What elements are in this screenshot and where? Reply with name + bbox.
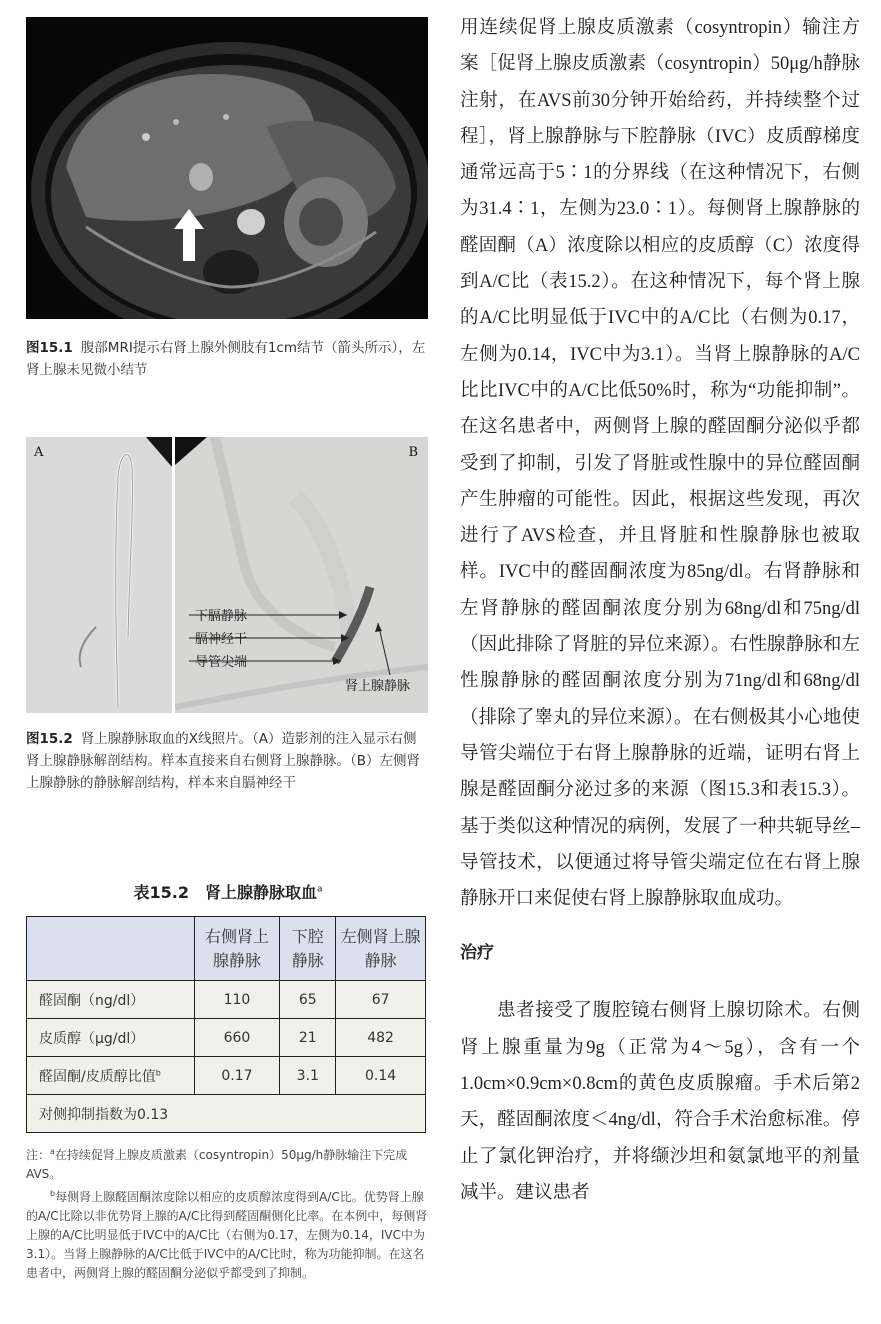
table-notes [26, 1142, 430, 1283]
note-a [26, 1142, 430, 1184]
table-row [27, 981, 426, 1019]
label-phrenic-trunk: 膈神经干 [195, 632, 248, 647]
table-header-left-adrenal: 左侧肾上腺静脉 [336, 917, 426, 981]
figure2-caption-text: 肾上腺静脉取血的X线照片。（A）造影剂的注入显示右侧肾上腺静脉解剖结构。样本直接来自右侧肾上腺静脉。（B）左侧肾上腺静脉的静脉解剖结构，样本来自膈神经干 [26, 731, 421, 791]
section-heading-treatment: 治疗 [460, 943, 494, 964]
row-label: 皮质醇（μg/dl） [27, 1019, 195, 1057]
table-header-blank [27, 917, 195, 981]
label-adrenal-vein: 肾上腺静脉 [345, 679, 411, 694]
label-inferior-phrenic-vein: 下膈静脉 [195, 609, 248, 624]
table-header-row [27, 917, 426, 981]
table-row [27, 1019, 426, 1057]
note-a-mark: a [50, 1147, 55, 1156]
note-prefix: 注： [26, 1148, 51, 1162]
row-label: 醛固酮（ng/dl） [27, 981, 195, 1019]
figure1-caption-text: 腹部MRI提示右肾上腺外侧肢有1cm结节（箭头所示），左肾上腺未见微小结节 [26, 340, 426, 378]
row-label-cell [27, 1057, 195, 1095]
cell-value: 65 [280, 981, 336, 1019]
row-label: 醛固酮/皮质醇比值 [39, 1068, 156, 1085]
note-b-text: 每侧肾上腺醛固酮浓度除以相应的皮质醇浓度得到A/C比。优势肾上腺的A/C比除以非优势肾上腺的A/C比得到醛固酮侧化比率。在本例中，每侧肾上腺的A/C比明显低于IVC中的A/C比（右侧为0.17，左侧为0.14，IVC中为3.1）。当肾上腺静脉的A/C比低于IVC中的A/C比时，称为功能抑制。在这名患者中，两侧肾上腺的醛固酮分泌似乎都受到了抑制。 [26, 1190, 428, 1280]
cell-value: 482 [336, 1019, 426, 1057]
table-row [27, 1057, 426, 1095]
note-a-text: 在持续促肾上腺皮质激素（cosyntropin）50μg/h静脉输注下完成AVS。 [26, 1148, 408, 1181]
cell-value: 3.1 [280, 1057, 336, 1095]
table-footer-row [27, 1095, 426, 1133]
cell-value: 110 [194, 981, 280, 1019]
xray-b-graphic [175, 437, 428, 713]
cell-value: 21 [280, 1019, 336, 1057]
panel-a-label: A [34, 445, 44, 460]
mri-image [26, 17, 428, 319]
label-catheter-tip: 导管尖端 [195, 655, 248, 670]
table-title-sup: a [316, 884, 323, 895]
up-arrow-icon [174, 209, 204, 261]
note-b-mark: b [50, 1189, 56, 1198]
figure2-number: 图15.2 [26, 731, 73, 747]
body-paragraph-1: 用连续促肾上腺皮质激素（cosyntropin）输注方案［促肾上腺皮质激素（cosyntropin）50μg/h静脉注射，在AVS前30分钟开始给药，并持续整个过程］，肾上腺静脉与下腔静脉（IVC）皮质醇梯度通常远高于5∶1的分界线（在这种情况下，右侧为31.4∶1，左侧为23.0∶1）。每侧肾上腺静脉的醛固酮（A）浓度除以相应的皮质醇（C）浓度得到A/C比（表15.2）。在这种情况下，每个肾上腺的A/C比明显低于IVC中的A/C比（右侧为0.17，左侧为0.14，IVC中为3.1）。当肾上腺静脉的A/C比比IVC中的A/C比低50%时，称为“功能抑制”。在这名患者中，两侧肾上腺的醛固酮分泌似乎都受到了抑制，引发了肾脏或性腺中的异位醛固酮产生肿瘤的可能性。因此，根据这些发现，再次进行了AVS检查，并且肾脏和性腺静脉也被取样。IVC中的醛固酮浓度为85ng/dl。右肾静脉和左肾静脉的醛固酮浓度分别为68ng/dl和75ng/dl（因此排除了肾脏的异位来源）。右性腺静脉和左性腺静脉的醛固酮浓度分别为71ng/dl和68ng/dl（排除了睾丸的异位来源）。在右侧极其小心地使导管尖端位于右肾上腺静脉的近端，证明右肾上腺是醛固酮分泌过多的来源（图15.3和表15.3）。基于类似这种情况的病例，发展了一种共轭导丝–导管技术，以便通过将导管尖端定位在右肾上腺静脉开口来促使右肾上腺静脉取血成功。 [460, 18, 860, 910]
table-header-ivc: 下腔静脉 [280, 917, 336, 981]
body-paragraph-2: 患者接受了腹腔镜右侧肾上腺切除术。右侧肾上腺重量为9g（正常为4～5g），含有一个1.0cm×0.9cm×0.8cm的黄色皮质腺瘤。手术后第2天，醛固酮浓度＜4ng/dl，符合手术治愈标准。停止了氯化钾治疗，并将缬沙坦和氨氯地平的剂量减半。建议患者 [460, 1001, 860, 1203]
cell-value: 67 [336, 981, 426, 1019]
note-b [26, 1184, 430, 1283]
body-text-column [460, 10, 860, 1211]
table-header-right-adrenal: 右侧肾上腺静脉 [194, 917, 280, 981]
xray-panel-a [26, 437, 172, 713]
xray-a-graphic [26, 437, 172, 713]
table-title-text: 表15.2 肾上腺静脉取血 [133, 883, 317, 902]
mri-scan-graphic [26, 17, 428, 319]
figure2-caption [26, 728, 430, 794]
table-title [26, 880, 430, 903]
cell-value: 0.17 [194, 1057, 280, 1095]
panel-b-label: B [408, 445, 418, 460]
cell-value: 0.14 [336, 1057, 426, 1095]
xray-panel-b [175, 437, 428, 713]
figure1-caption [26, 337, 430, 381]
cell-value: 660 [194, 1019, 280, 1057]
figure1-number: 图15.1 [26, 340, 73, 356]
table-footer: 对侧抑制指数为0.13 [27, 1095, 426, 1133]
row-label-sup: b [155, 1067, 161, 1077]
avs-table [26, 916, 426, 1133]
